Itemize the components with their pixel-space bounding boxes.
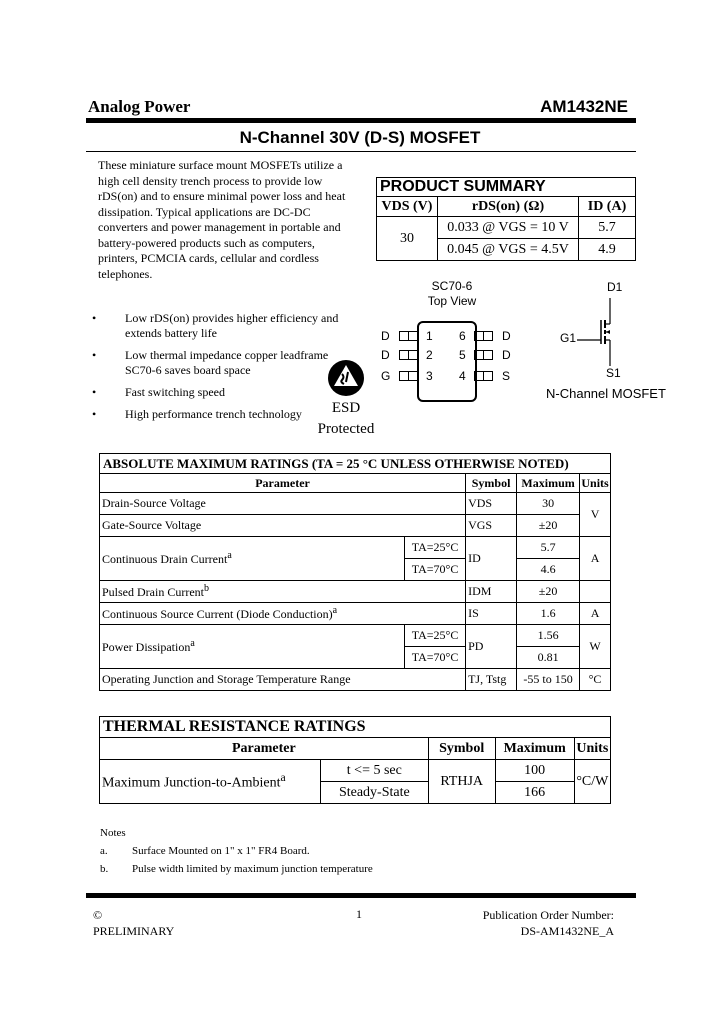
pin-4-pad (483, 371, 493, 381)
pin-3-label: G (381, 369, 391, 383)
note-text: Surface Mounted on 1" x 1" FR4 Board. (132, 845, 310, 857)
pin-3-pad (408, 371, 418, 381)
max-cell: 100 (495, 760, 574, 782)
param-cell (100, 581, 466, 603)
esd-line-1: ESD (331, 400, 361, 416)
rds-value-1: 0.033 @ VGS = 10 V (438, 217, 579, 239)
esd-label (316, 398, 376, 440)
condition-cell: TA=25°C (405, 625, 466, 647)
product-summary-title: PRODUCT SUMMARY (377, 178, 636, 197)
header-rule (86, 118, 636, 123)
note-key: b. (100, 863, 109, 875)
notes-title: Notes (100, 827, 126, 839)
footnote-mark: a (332, 605, 338, 616)
pin-2-label: D (381, 348, 390, 362)
thermal-title: THERMAL RESISTANCE RATINGS (100, 717, 611, 738)
param-text: Continuous Source Current (Diode Conduction) (102, 607, 333, 621)
abs-max-table (99, 453, 611, 691)
package-title (412, 279, 492, 309)
note-text: Pulse width limited by maximum junction temperature (132, 863, 373, 875)
col-vds: VDS (V) (377, 197, 438, 217)
thermal-table (99, 716, 611, 804)
pin-1-label: D (381, 329, 390, 343)
status-label: PRELIMINARY (93, 924, 175, 938)
col-units: Units (580, 474, 611, 493)
table-row (100, 581, 611, 603)
package-view: Top View (427, 294, 477, 308)
units-cell: A (580, 537, 611, 581)
feature-item: • Low rDS(on) provides higher efficiency and extends battery life (92, 311, 342, 341)
param-cell (100, 537, 405, 581)
mosfet-label: N-Channel MOSFET (546, 386, 666, 401)
units-cell: A (580, 603, 611, 625)
note-item (100, 842, 373, 860)
units-cell: °C/W (574, 760, 610, 804)
pin-4-label: S (502, 369, 511, 383)
symbol-cell: PD (466, 625, 517, 669)
footer-rule (86, 893, 636, 898)
max-cell: 4.6 (517, 559, 580, 581)
id-value-1: 5.7 (579, 217, 636, 239)
param-text: Maximum Junction-to-Ambient (102, 775, 281, 791)
param-cell (100, 625, 405, 669)
gate-label: G1 (560, 331, 577, 345)
package-name: SC70-6 (431, 279, 473, 293)
param-cell (100, 603, 466, 625)
param-cell: Gate-Source Voltage (100, 515, 466, 537)
col-maximum: Maximum (517, 474, 580, 493)
rds-value-2: 0.045 @ VGS = 4.5V (438, 239, 579, 261)
abs-max-title: ABSOLUTE MAXIMUM RATINGS (TA = 25 °C UNLESS OTHERWISE NOTED) (100, 454, 611, 474)
param-cell: Operating Junction and Storage Temperature Range (100, 669, 466, 691)
footer-right (483, 907, 614, 939)
pin-6-label: D (502, 329, 511, 343)
feature-item: • Low thermal impedance copper leadframe SC70-6 saves board space (92, 348, 342, 378)
symbol-cell: ID (466, 537, 517, 581)
max-cell: 1.6 (517, 603, 580, 625)
pin-2-number: 2 (426, 348, 433, 362)
pin-5-number: 5 (459, 348, 466, 362)
symbol-cell: RTHJA (428, 760, 495, 804)
pin-5-label: D (502, 348, 511, 362)
table-row (100, 669, 611, 691)
pin-2-pad (408, 350, 418, 360)
brand-name: Analog Power (88, 97, 191, 116)
units-cell: W (580, 625, 611, 669)
col-maximum: Maximum (495, 738, 574, 760)
col-symbol: Symbol (428, 738, 495, 760)
esd-line-2: Protected (317, 421, 375, 437)
vds-value: 30 (377, 217, 438, 261)
publication-number: DS-AM1432NE_A (520, 924, 614, 938)
max-cell: 1.56 (517, 625, 580, 647)
symbol-cell: VGS (466, 515, 517, 537)
feature-item: • High performance trench technology (92, 407, 342, 422)
col-units: Units (574, 738, 610, 760)
pin-3-number: 3 (426, 369, 433, 383)
table-row (100, 760, 611, 782)
symbol-cell: IDM (466, 581, 517, 603)
pin-1-pad (408, 331, 418, 341)
max-cell: ±20 (517, 581, 580, 603)
col-symbol: Symbol (466, 474, 517, 493)
table-row (100, 625, 611, 647)
feature-item: • Fast switching speed (92, 385, 342, 400)
footnote-mark: a (190, 638, 195, 649)
notes (100, 824, 373, 878)
max-cell: 30 (517, 493, 580, 515)
feature-list (92, 311, 342, 429)
condition-cell: t <= 5 sec (321, 760, 429, 782)
max-cell: -55 to 150 (517, 669, 580, 691)
condition-cell: TA=25°C (405, 537, 466, 559)
mosfet-symbol-icon (572, 296, 622, 368)
footnote-mark: b (203, 583, 209, 594)
pin-1-number: 1 (426, 329, 433, 343)
units-cell: V (580, 493, 611, 537)
esd-logo-icon (326, 358, 366, 398)
source-label: S1 (606, 366, 621, 380)
table-row (100, 537, 611, 559)
description: These miniature surface mount MOSFETs utilize a high cell density trench process to provide low rDS(on) and to ensure minimal power loss and heat dissipation. Typical applications are DC-DC converters and power management in portable and battery-powered products such as computers, printers, PCMCIA cards, cellular and cordless telephones. (98, 158, 346, 281)
symbol-cell: IS (466, 603, 517, 625)
col-rds: rDS(on) (Ω) (438, 197, 579, 217)
max-cell: ±20 (517, 515, 580, 537)
units-cell: °C (580, 669, 611, 691)
col-parameter: Parameter (100, 474, 466, 493)
param-text: Continuous Drain Current (102, 552, 228, 566)
max-cell: 5.7 (517, 537, 580, 559)
product-summary-table (376, 177, 636, 261)
max-cell: 166 (495, 782, 574, 804)
condition-cell: Steady-State (321, 782, 429, 804)
title-rule (86, 151, 636, 152)
max-cell: 0.81 (517, 647, 580, 669)
note-key: a. (100, 845, 108, 857)
footer-left (93, 907, 174, 939)
pin-4-number: 4 (459, 369, 466, 383)
footnote-mark: a (227, 550, 232, 561)
pin-6-pad (483, 331, 493, 341)
param-cell: Drain-Source Voltage (100, 493, 466, 515)
table-row (100, 603, 611, 625)
pin-6-number: 6 (459, 329, 466, 343)
note-item (100, 860, 373, 878)
condition-cell: TA=70°C (405, 647, 466, 669)
col-parameter: Parameter (100, 738, 429, 760)
param-text: Power Dissipation (102, 640, 191, 654)
units-cell (580, 581, 611, 603)
copyright-icon: © (93, 908, 103, 922)
symbol-cell: TJ, Tstg (466, 669, 517, 691)
param-cell (100, 760, 321, 804)
page-title: N-Channel 30V (D-S) MOSFET (239, 128, 481, 147)
id-value-2: 4.9 (579, 239, 636, 261)
page-number: 1 (356, 907, 362, 921)
drain-label: D1 (607, 280, 623, 294)
symbol-cell: VDS (466, 493, 517, 515)
condition-cell: TA=70°C (405, 559, 466, 581)
param-text: Pulsed Drain Current (102, 585, 204, 599)
part-number: AM1432NE (540, 97, 628, 116)
table-row (100, 515, 611, 537)
table-row (100, 493, 611, 515)
publication-label: Publication Order Number: (482, 908, 614, 922)
pin-5-pad (483, 350, 493, 360)
footnote-mark: a (280, 771, 286, 785)
col-id: ID (A) (579, 197, 636, 217)
